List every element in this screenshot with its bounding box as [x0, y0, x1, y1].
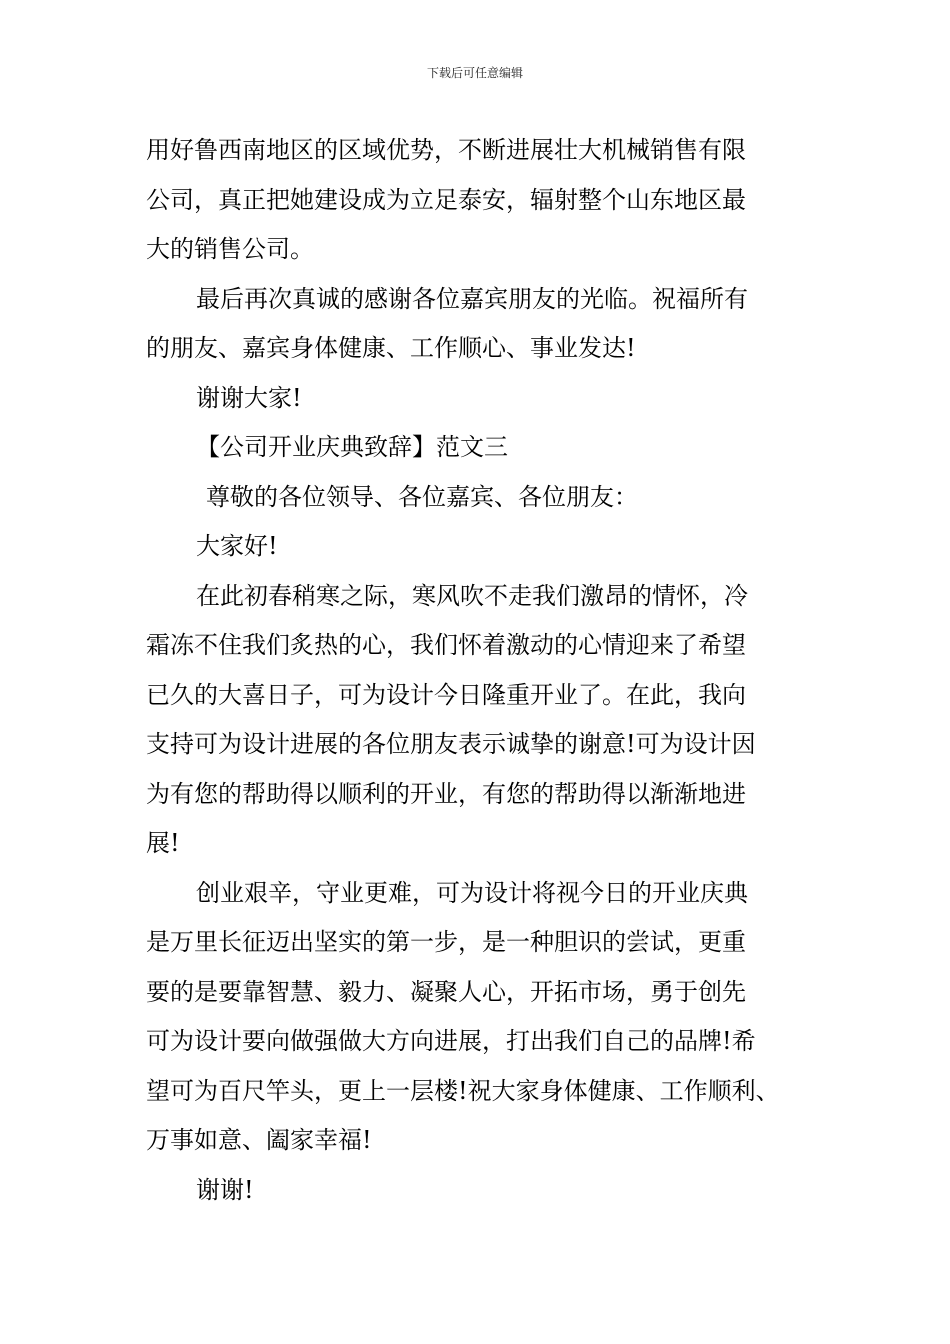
paragraph-opening [146, 572, 836, 869]
text-line: 大家好! [196, 532, 278, 560]
text-line: 尊敬的各位领导、各位嘉宾、各位朋友： [206, 482, 638, 511]
text-line: 公司，真正把她建设成为立足泰安，辐射整个山东地区最 [146, 185, 746, 214]
text-line: 在此初春稍寒之际，寒风吹不走我们激昂的情怀，冷 [196, 581, 748, 610]
text-line: 谢谢! [196, 1175, 254, 1204]
text-line: 望可为百尺竿头，更上一层楼!祝大家身体健康、工作顺利、 [146, 1076, 780, 1105]
text-line: 最后再次真诚的感谢各位嘉宾朋友的光临。祝福所有 [196, 284, 748, 313]
text-line: 的朋友、嘉宾身体健康、工作顺心、事业发达! [146, 334, 636, 362]
paragraph-vision [146, 869, 836, 1166]
paragraph-thanks [146, 275, 836, 374]
page-header: 下载后可任意编辑 [426, 66, 523, 80]
text-line: 谢谢大家! [196, 383, 302, 412]
section-title [146, 423, 836, 473]
text-line: 大的销售公司。 [146, 235, 314, 263]
text-line: 万事如意、阖家幸福! [146, 1126, 372, 1154]
paragraph-closing [146, 374, 836, 424]
greeting [146, 522, 836, 572]
text-line: 可为设计要向做强做大方向进展，打出我们自己的品牌!希 [146, 1027, 756, 1055]
text-line: 要的是要靠智慧、毅力、凝聚人心，开拓市场，勇于创先 [146, 977, 746, 1006]
text-line: 为有您的帮助得以顺利的开业，有您的帮助得以渐渐地进 [146, 779, 746, 808]
text-line: 用好鲁西南地区的区域优势，不断进展壮大机械销售有限 [146, 136, 746, 164]
document-body [146, 126, 836, 1215]
text-line: 展! [146, 829, 180, 857]
text-line: 已久的大喜日子，可为设计今日隆重开业了。在此，我向 [146, 680, 746, 709]
text-line: 创业艰辛，守业更难，可为设计将视今日的开业庆典 [196, 878, 748, 907]
text-line: 【公司开业庆典致辞】范文三 [196, 433, 508, 461]
text-line: 是万里长征迈出坚实的第一步，是一种胆识的尝试，更重 [146, 928, 746, 956]
paragraph-final-thanks [146, 1166, 836, 1216]
salutation [146, 473, 836, 523]
text-line: 霜冻不住我们炙热的心，我们怀着激动的心情迎来了希望 [146, 631, 746, 659]
paragraph-continuation [146, 126, 836, 275]
text-line: 支持可为设计进展的各位朋友表示诚挚的谢意!可为设计因 [146, 730, 756, 758]
